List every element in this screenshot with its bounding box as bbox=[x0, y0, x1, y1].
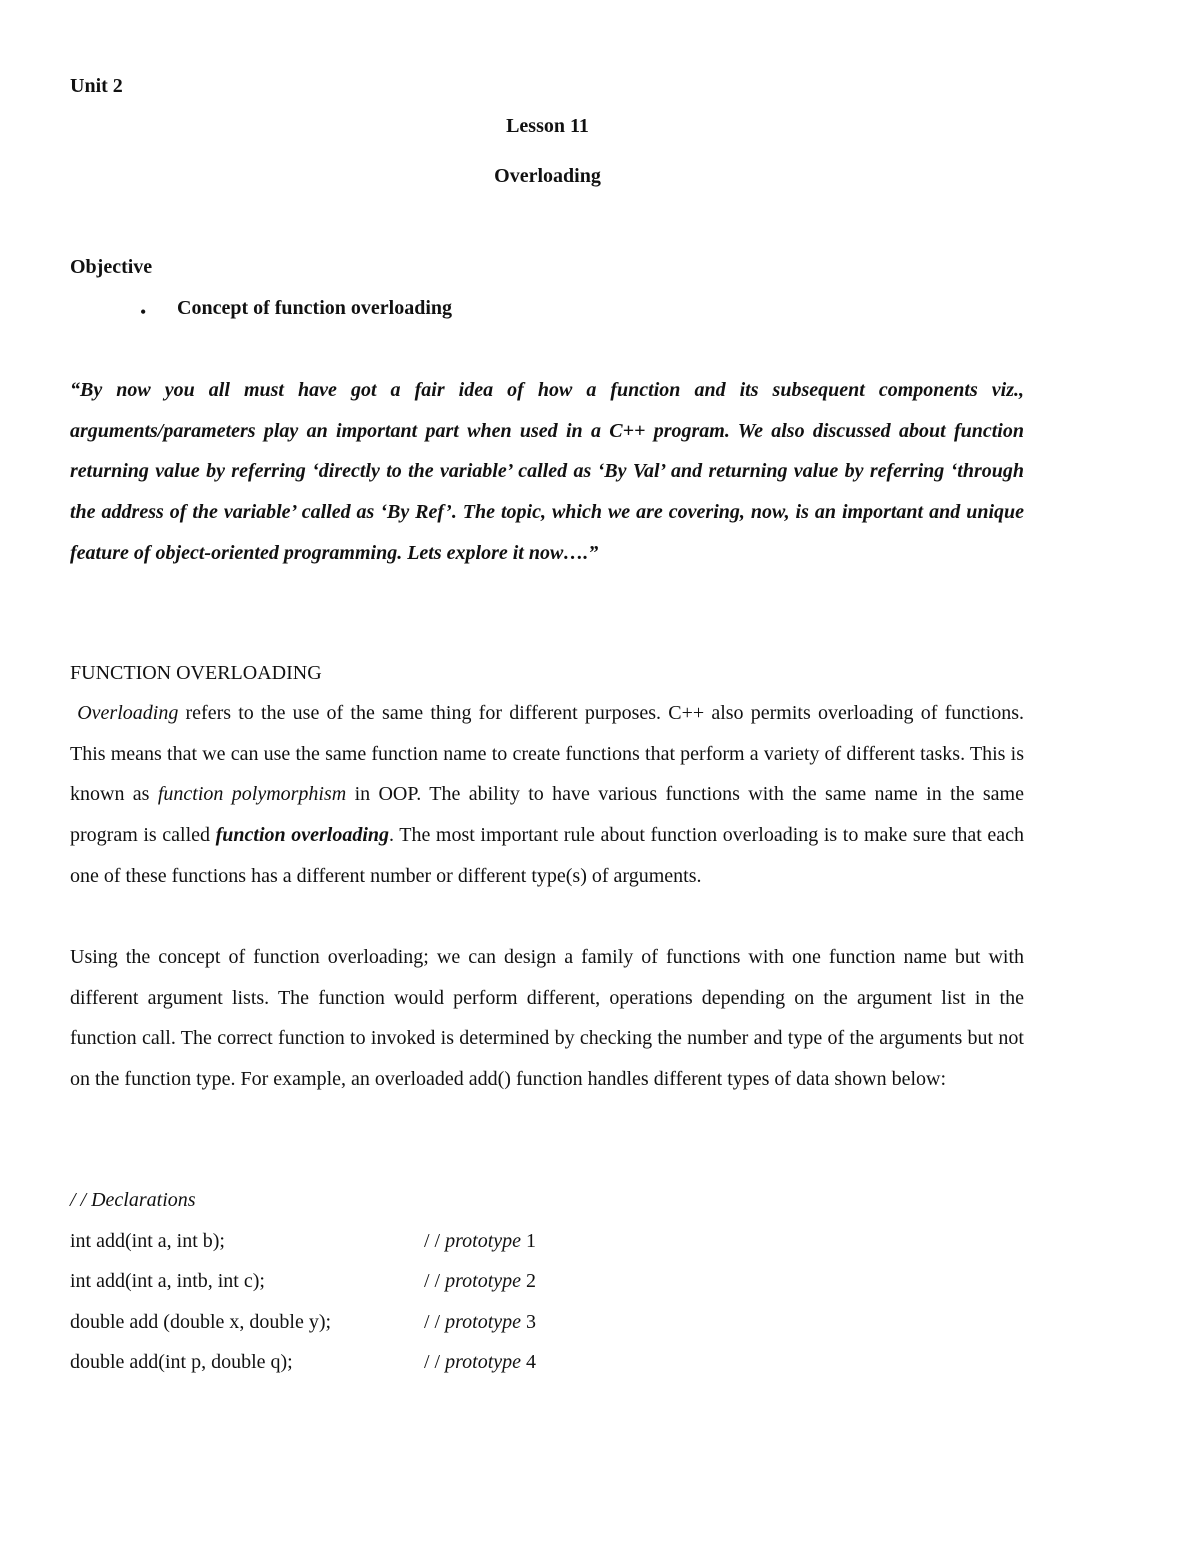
code-comment-prototype-4 bbox=[424, 1350, 536, 1374]
intro-paragraph: “By now you all must have got a fair idea of how a function and its subsequent components viz., arguments/parameters play an important part when used in a C++ program. We also discussed about function returning value by referring ‘directly to the variable’ called as ‘By Val’ and returning value by referring ‘through the address of the variable’ called as ‘By Ref’. The topic, which we are covering, now, is an important and unique feature of object-oriented programming. Lets explore it now….” bbox=[70, 379, 1024, 564]
term-function-polymorphism: function polymorphism bbox=[157, 783, 347, 806]
lesson-label: Lesson 11 bbox=[506, 115, 589, 137]
comment-number: 4 bbox=[521, 1351, 537, 1373]
unit-label: Unit 2 bbox=[70, 75, 123, 97]
comment-word: prototype bbox=[445, 1351, 522, 1373]
page-title: Overloading bbox=[494, 165, 601, 187]
code-declaration-1: int add(int a, int b); bbox=[70, 1230, 225, 1252]
comment-slashes: / / bbox=[424, 1270, 446, 1292]
comment-word: prototype bbox=[445, 1230, 522, 1252]
comment-number: 1 bbox=[521, 1230, 537, 1252]
code-declaration-2: int add(int a, intb, int c); bbox=[70, 1270, 265, 1292]
paragraph-overloading-concept: Using the concept of function overloading; we can design a family of functions with one function name but with different argument lists. The function would perform different, operations depending on the argument list in the function call. The correct function to invoked is determined by checking the number and type of the arguments but not on the function type. For example, an overloaded add() function handles different types of data shown below: bbox=[70, 946, 1024, 1091]
comment-slashes: / / bbox=[424, 1230, 446, 1252]
bullet-icon: • bbox=[140, 302, 147, 322]
p1-text-c: . The most important rule about function overloading is to make sure that each one of these functions has a different number or different type(s) of arguments. bbox=[70, 824, 1024, 887]
code-declaration-3: double add (double x, double y); bbox=[70, 1311, 332, 1333]
comment-slashes: / / bbox=[424, 1311, 446, 1333]
comment-word: prototype bbox=[445, 1311, 522, 1333]
code-comment-prototype-1 bbox=[424, 1229, 536, 1253]
comment-number: 3 bbox=[521, 1311, 537, 1333]
code-comment-declarations: / / Declarations bbox=[70, 1189, 196, 1211]
term-overloading: Overloading bbox=[77, 702, 179, 724]
p1-text-a: refers to the use of the same thing for different purposes. C++ also permits overloading of functions. This means that we can use the same function name to create functions that perform a variety of different tasks. This is known as bbox=[70, 702, 1025, 806]
comment-slashes: / / bbox=[424, 1351, 446, 1373]
section-heading: FUNCTION OVERLOADING bbox=[70, 662, 322, 684]
objective-heading: Objective bbox=[70, 256, 153, 278]
code-comment-prototype-2 bbox=[424, 1269, 536, 1293]
comment-word: prototype bbox=[445, 1270, 522, 1292]
term-function-overloading: function overloading bbox=[215, 824, 390, 847]
paragraph-overloading-definition bbox=[70, 693, 1024, 897]
comment-number: 2 bbox=[521, 1270, 537, 1292]
code-declaration-4: double add(int p, double q); bbox=[70, 1351, 293, 1373]
code-comment-prototype-3 bbox=[424, 1310, 536, 1334]
p1-text-b: in OOP. The ability to have various functions with the same name in the same program is called bbox=[70, 783, 1024, 847]
objective-item: Concept of function overloading bbox=[177, 297, 452, 319]
